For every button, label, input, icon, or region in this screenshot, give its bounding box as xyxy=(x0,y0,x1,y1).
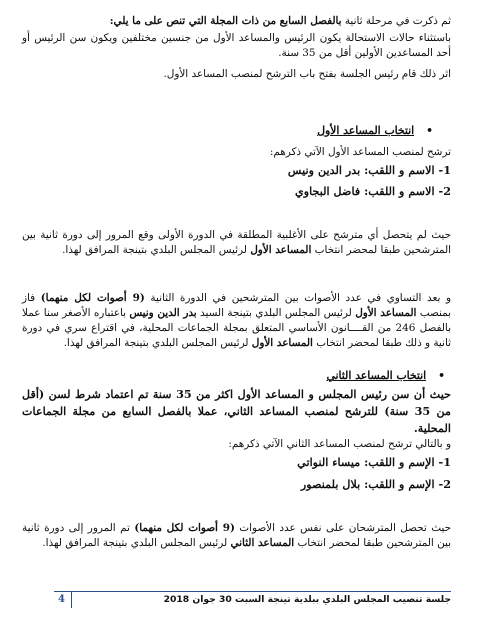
text-run: فاز بمنصب xyxy=(22,292,451,319)
section2-title: انتخاب المساعد الثاني xyxy=(326,369,427,382)
bold-run: المساعد الأول xyxy=(355,307,417,319)
bold-run: (9 أصوات لكل منهما) xyxy=(40,292,145,304)
section2-candidate-1: 1- الإسم و اللقب: ميساء النواتي xyxy=(297,455,451,469)
section1-intro: ترشح لمنصب المساعد الأول الآتي ذكرهم: xyxy=(269,146,451,158)
page-number: 4 xyxy=(58,594,65,605)
text-run: باعتباره الأصغر سنا عملا بالفصل 246 من القــــانون الأساسي المتعلق بمجلة الجماعات المحلية، في اقتراع سري في دورة ثانية و ذلك طبقا لمحضر انتخاب xyxy=(22,307,451,349)
bold-run: المساعد الأول xyxy=(251,337,313,349)
section2-heading xyxy=(326,369,445,383)
section1-heading xyxy=(317,124,433,138)
text-run: لرئيس المجلس البلدي بتينجة المرافق لهذا. xyxy=(63,337,252,349)
section2-paragraph xyxy=(22,521,451,551)
text-run: لرئيس المجلس البلدي بتينجة السيد xyxy=(196,307,356,319)
section1-candidate-1: 1- الاسم و اللقب: بدر الدين ونيس xyxy=(287,163,451,177)
text-run: تم المرور إلى دورة ثانية بين المترشحين طبقا لمحضر انتخاب xyxy=(22,522,451,549)
text-run: ثم ذكرت في مرحلة ثانية xyxy=(341,15,451,27)
bold-run: من ذات المجلة التي تنص على ما يلي: xyxy=(109,15,280,27)
bold-run: (9 أصوات لكل منهما) xyxy=(134,522,235,534)
text-run: و بعد التساوي في عدد الأصوات بين المترشحين في الدورة الثانية xyxy=(144,292,452,304)
section2-intro: و بالتالي ترشح لمنصب المساعد الثاني الآتي ذكرهم: xyxy=(228,438,451,450)
footer-text: جلسة تنصيب المجلس البلدي ببلدية تينجة السبت 30 جوان 2018 xyxy=(163,594,451,605)
page-footer xyxy=(54,591,451,609)
section1-paragraph-1 xyxy=(22,228,451,258)
text-run: حيث تحصل المترشحان على نفس عدد الأصوات xyxy=(234,522,451,534)
bold-run: المساعد الثاني xyxy=(230,537,295,549)
section1-title: انتخاب المساعد الأول xyxy=(317,124,415,137)
intro-paragraph-1 xyxy=(22,14,451,29)
section1-paragraph-2 xyxy=(22,291,451,351)
bold-run: المساعد الأول xyxy=(250,244,312,256)
text-run: لرئيس المجلس البلدي بتينجة المرافق لهذا. xyxy=(62,244,251,256)
intro-paragraph-2: باستثناء حالات الاستحالة يكون الرئيس والمساعد الأول من جنسين مختلفين ويكون سن الرئيس أو أحد المساعدين الأولين أقل من 35 سنة. xyxy=(22,32,451,59)
section1-candidate-2: 2- الاسم و اللقب: فاضل البجاوي xyxy=(294,184,451,198)
bullet-icon: • xyxy=(438,369,445,382)
bullet-icon: • xyxy=(426,124,433,137)
section2-candidate-2: 2- الإسم و اللقب: بلال بلمنصور xyxy=(300,477,451,491)
bold-run: بالفصل السابع xyxy=(279,15,342,27)
bold-run: بدر الدين ونيس xyxy=(129,307,197,319)
footer-divider xyxy=(71,591,72,608)
section2-bold-paragraph: حيث أن سن رئيس المجلس و المساعد الأول اكثر من 35 سنة تم اعتماد شرط لسن (أقل من 35 سنة) للترشح لمنصب المساعد الثاني، عملا بالفصل السابع من مجلة الجماعات المحلية. xyxy=(22,387,451,435)
text-run: لرئيس المجلس البلدي بتينجة المرافق لهذا. xyxy=(42,537,231,549)
text-run: حيث لم يتحصل أي مترشح على الأغلبية المطلقة في الدورة الأولى وقع المرور إلى دورة ثانية بين المترشحين طبقا لمحضر انتخاب xyxy=(22,229,451,256)
intro-paragraph-3: اثر ذلك قام رئيس الجلسة بفتح باب الترشح لمنصب المساعد الأول. xyxy=(163,68,451,80)
footer-rule xyxy=(54,591,451,592)
